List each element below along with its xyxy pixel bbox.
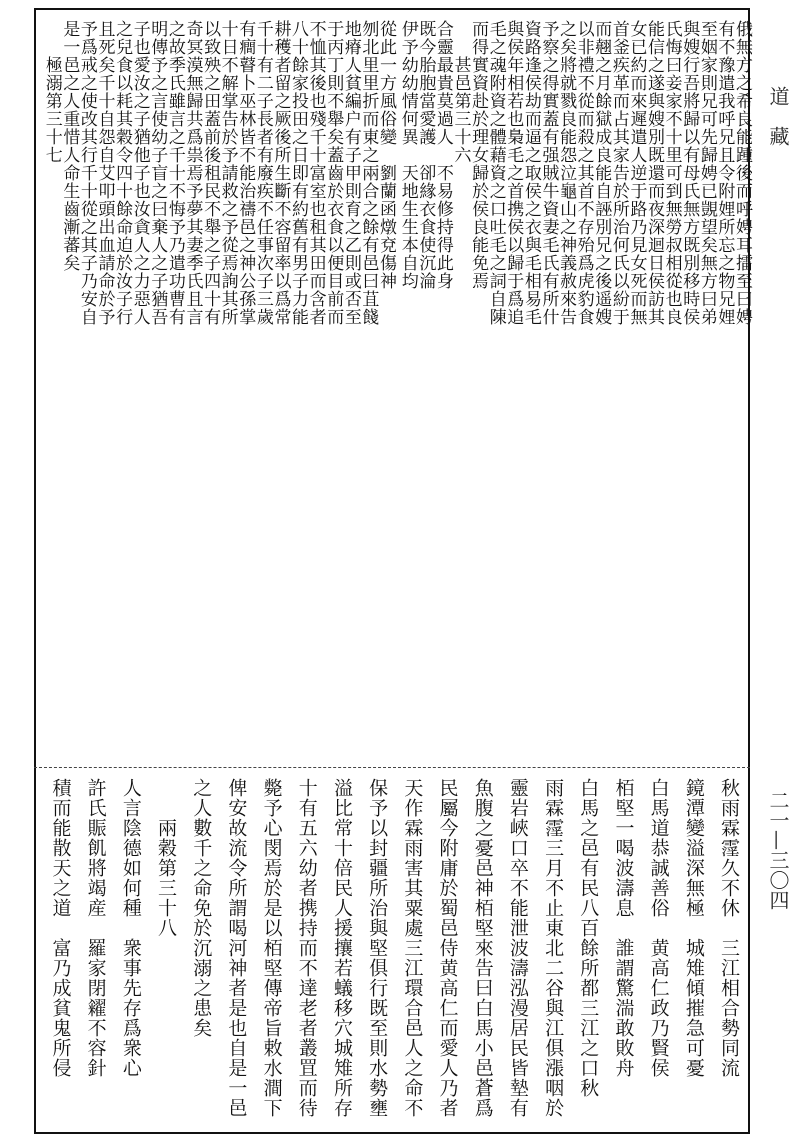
text-column: 明傳予之言使幼子盲之曰棄人之子猶吾 [147, 20, 168, 326]
text-column: 于丙丁則不舉矣蓋齒於衣食以便目前而 [323, 20, 344, 326]
text-column: 白馬道恭誠善俗 黄高仁政乃賢侯 [647, 778, 670, 1078]
section-divider [34, 767, 750, 768]
text-column: 資路逢侯劫而逼之取侯之衣與毛相易毛 [520, 20, 541, 326]
text-column: 俾安故流令所謂喝河神者是也自是一邑 [225, 778, 248, 1118]
text-column: 子也愛汝之子猶他子也汝貪人之力惡人 [129, 20, 150, 326]
text-column: 天作霖雨害其粟處三江環合邑人之命不 [401, 778, 424, 1118]
text-column: 首釜疾革而占其家告於所治何氏以紛于 [608, 20, 629, 326]
text-column: 保予以封疆所治與堅俱行既至則水勢壅 [366, 778, 389, 1118]
text-column: 是一邑之人重惜人命生齒漸蕃矣 [59, 20, 80, 272]
text-column: 栢堅一喝波濤息 誰謂驚湍敢敗舟 [612, 778, 635, 1078]
text-column: 許氏賑飢將竭産 羅家閉糴不容針 [84, 778, 107, 1078]
lower-columns [42, 778, 746, 1128]
text-column: 白馬之邑有民八百餘所都三江之口秋 [577, 778, 600, 1098]
text-column: 予爲戒之使改其行千十從之其子乃安自 [76, 20, 97, 326]
text-column: 能信之遂與嫂別既還而夜深迴日侯訪其 [644, 20, 665, 326]
text-column: 予察之得實蓋有强賊牛資妻毛氏有所什 [538, 20, 559, 326]
text-column: 而得實資赴於理女歸於侯良能免焉 [468, 20, 489, 290]
text-column: 極溺第三十七 [41, 20, 62, 164]
text-column: 奇冥漠無歸共爲祟焉予夢其妻季氏且言 [182, 20, 203, 326]
text-column: 耕穫者留之厥後所生斷不容留率以爲常 [270, 20, 291, 326]
text-column: 甚邑第三十六 [450, 20, 471, 164]
text-column: 與侯年相若也梟毛之首携侯以歸于爲追 [503, 20, 524, 326]
text-column: 從此一方風俗變 劉蘭函燉兗傷神 [376, 20, 396, 290]
text-column: 千十有二子長者有廢疾不任事次子三歲 [252, 20, 273, 326]
text-column: 至姻家則兄可先歸娉已覬望矣無方曰弟 [696, 20, 717, 326]
text-column: 之故季氏雖言之千十不悔予乃遣功曹有 [164, 20, 185, 326]
text-column: 以致殃之田蓋前後租民不舉之子四十有 [200, 20, 221, 326]
text-column: 與嫂行吾將歸以有母氏無方既別移時侯 [679, 20, 700, 326]
text-column: 之人數千之命免於沉溺之患矣 [190, 778, 213, 1038]
text-column: 秋雨霖霪久不休 三江相合勢同流 [718, 778, 740, 1078]
text-column: 有癎瞽卜巫林皆不能治禱邑之神公孫掌 [235, 20, 256, 326]
text-column: 既今胎胞當愛護 卻緣衣食使沉淪 [415, 20, 436, 290]
text-column: 十日不解掌告於予請救之予從焉詢其所 [217, 20, 238, 326]
text-column: 溢比常十倍民人援攘若蟻移穴城雉所存 [330, 778, 353, 1118]
text-column: 積而能散天之道 富乃成貧鬼所侵 [49, 778, 72, 1078]
text-column: 伊予幼幼情何異 天地生生本自均 [397, 20, 418, 290]
text-column: 十有五六幼者携持而不達老者叢罝而待 [295, 778, 318, 1118]
side-label-page-number: 二一—三〇四 [766, 790, 790, 910]
text-column: 之矣將就戮良能怨泣龜山之神義赦來告 [556, 20, 577, 326]
text-column: 不恤其後也殘千十富室也租其田而含者 [305, 20, 326, 326]
text-column: 而翹之月餘獄成良能自誣別兄之後遥嫂 [591, 20, 612, 326]
text-column: 靈岩峽口卒不能泄波濤泓漫居民皆墊有 [506, 778, 529, 1118]
text-column: 女已約而來遲遣人逆于路乃見女死而無 [626, 20, 647, 326]
text-column: 兩穀第三十八 [155, 778, 177, 938]
text-column: 刎北里里折而東之兩合之餘有邑曰苴餞 [358, 20, 379, 326]
side-label-collection: 道 藏 [766, 86, 790, 146]
upper-right-columns [398, 20, 750, 758]
text-column: 雨霖霪三月不止東北二谷與江俱漲咽於 [542, 778, 565, 1118]
text-column: 之兒食以耗其穀令四十餘命迫於汝子行 [112, 20, 133, 326]
text-column: 地瘠人貧編户有子甲則育之乙則或否至 [340, 20, 361, 326]
text-column: 且死矣千十自怨自艾叩頭出血請命於予 [94, 20, 115, 326]
text-column: 魚腹之憂邑神栢堅來告曰白馬小邑蒼爲 [471, 778, 494, 1118]
text-column: 八十餘家投田之日即有約舊有男子力能 [288, 20, 309, 326]
upper-left-columns [42, 20, 394, 758]
text-column: 氏悔曰妾家不十里可到無勞叔相從也良 [661, 20, 682, 326]
text-column: 人言陰德如何種 衆事先存爲衆心 [119, 778, 142, 1078]
text-column: 俄無方之希良能踵後而呼娉耳擂至曰娉 [732, 20, 752, 326]
text-column: 有不豫遣我呼兄且令附娌所忘之物兄娌 [714, 20, 735, 326]
text-column: 鏡潭變溢深無極 城雉傾摧急可憂 [682, 778, 705, 1078]
text-column: 合靈最貴莫過人 不易修持得此身 [432, 20, 453, 290]
text-column: 斃予心閔焉於是以栢堅傳帝旨敕水澗下 [260, 778, 283, 1118]
text-column: 以非禮不從而殺之其首不存殆爲虎豹食 [573, 20, 594, 326]
text-column: 民屬今附庸於蜀邑侍黄高仁而愛人乃者 [436, 778, 459, 1118]
text-column: 毛之魂附資之體藉資之口吐毛之詞自陳 [485, 20, 506, 326]
